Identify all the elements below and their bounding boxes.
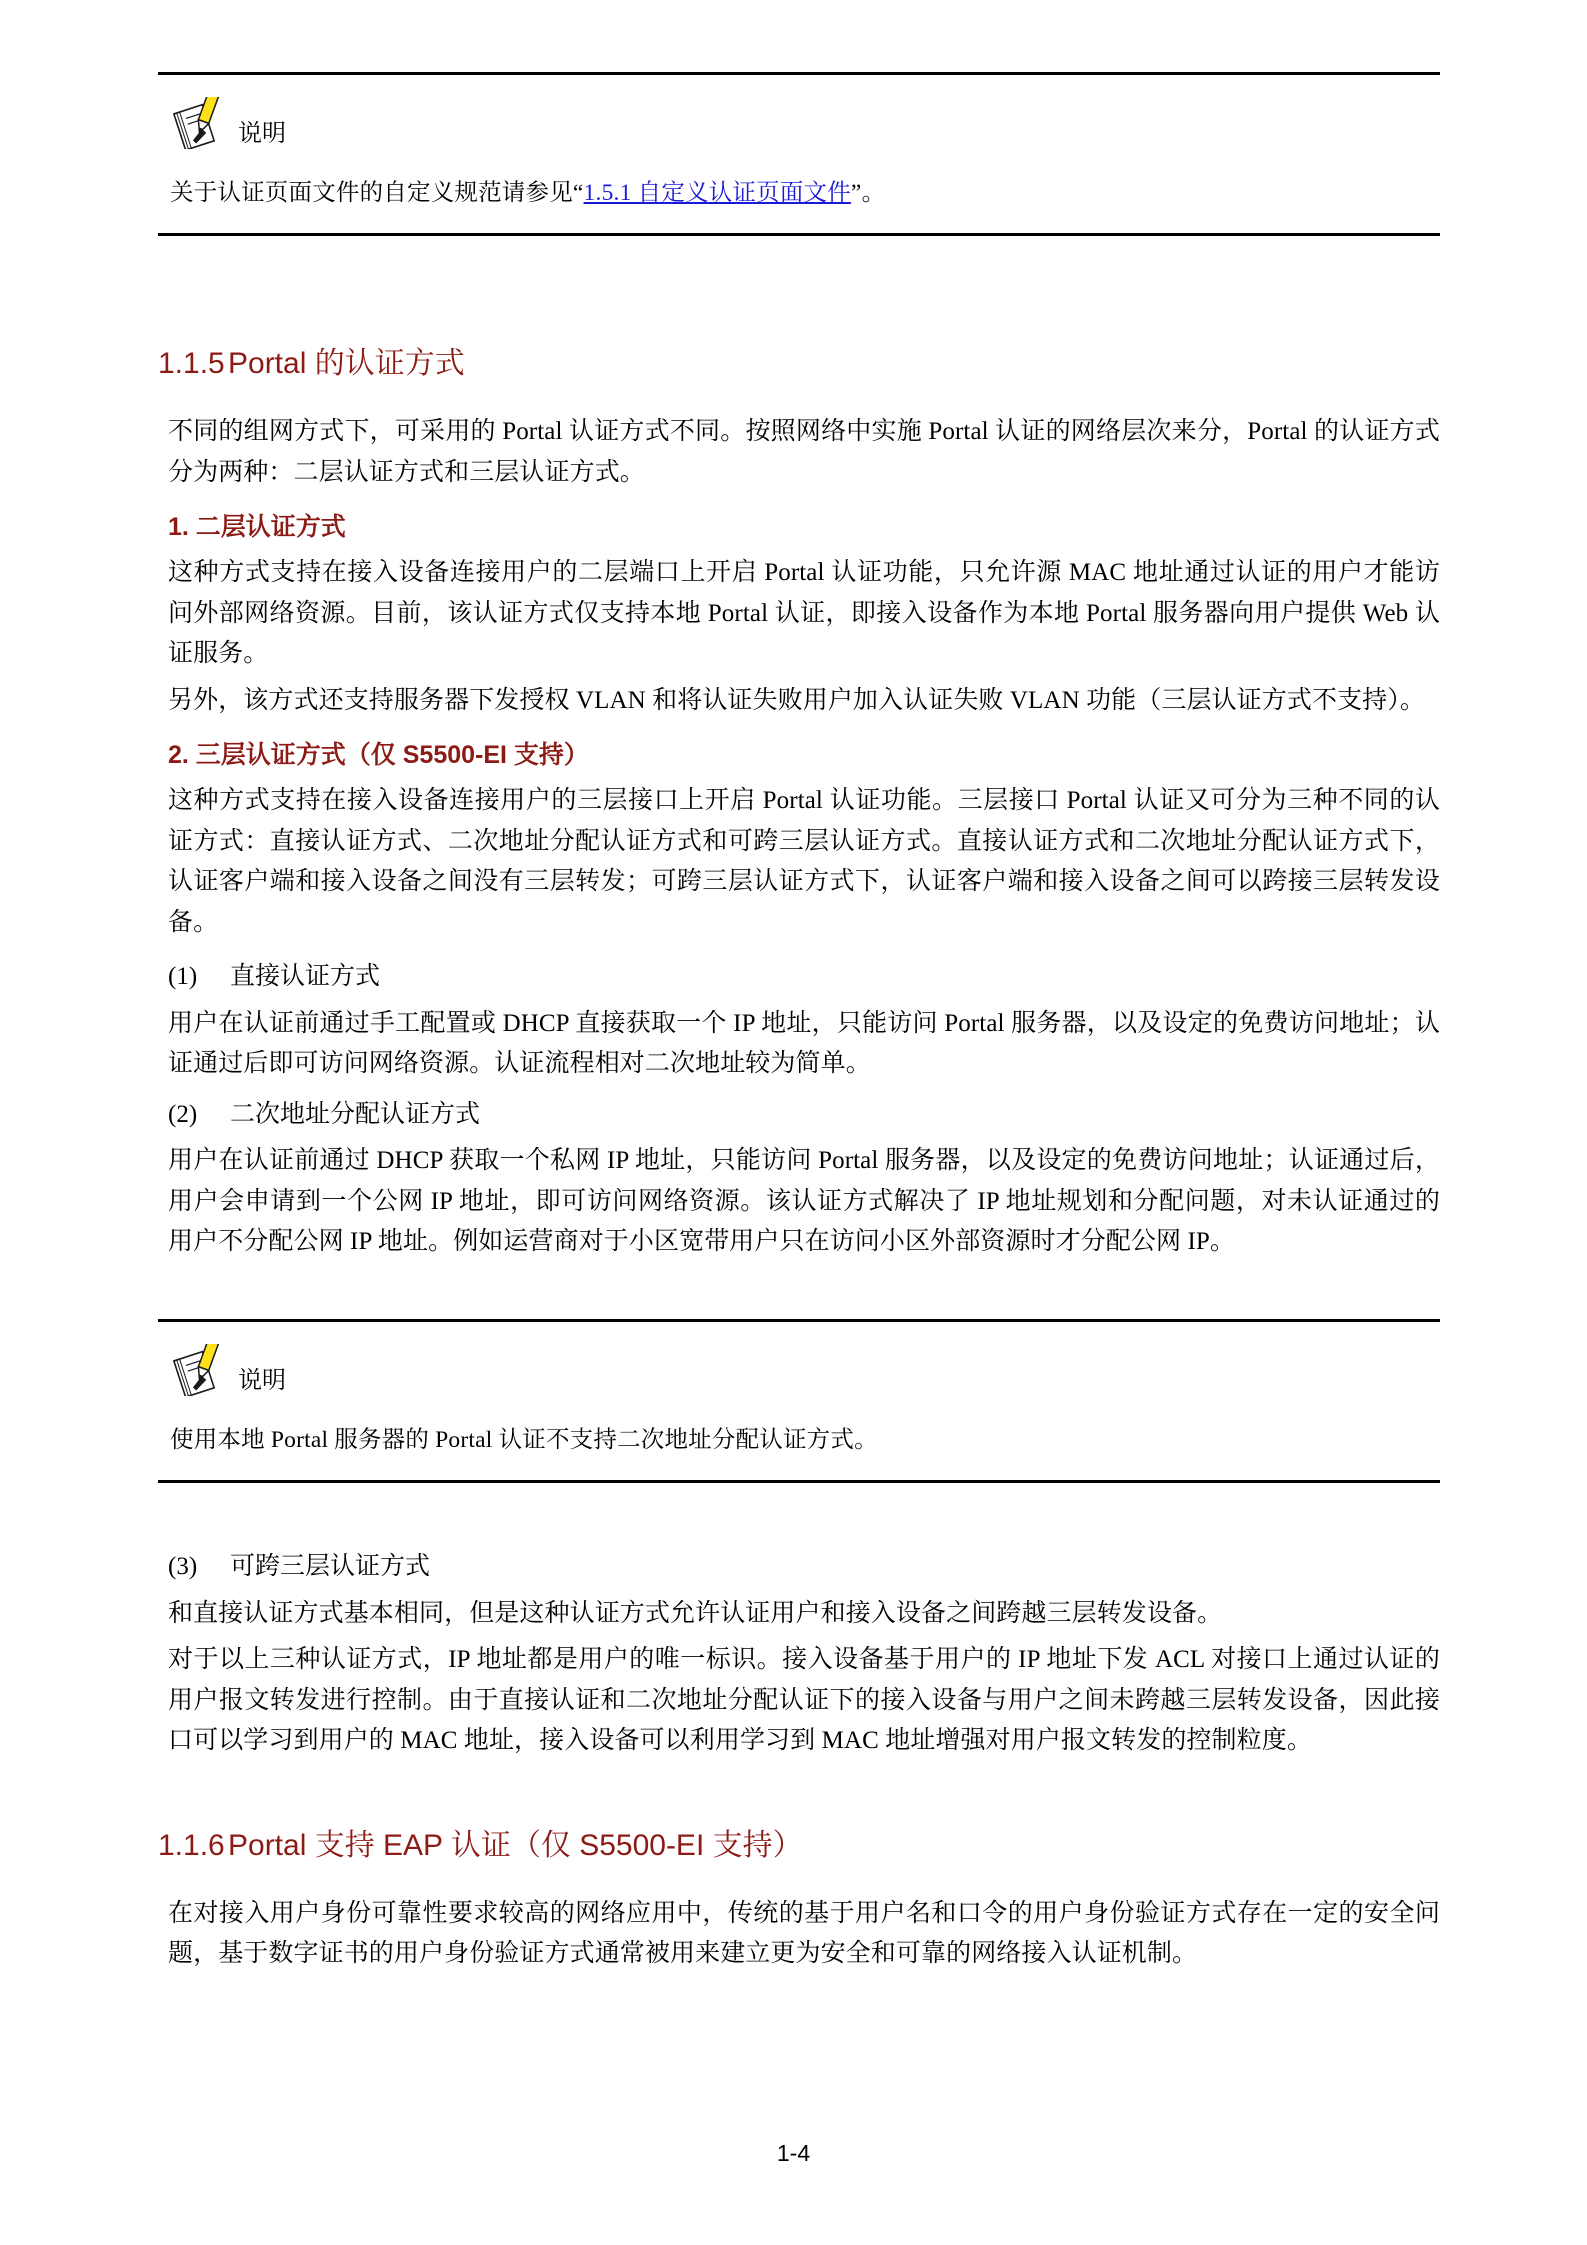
subheading-layer3: 2. 三层认证方式（仅 S5500-EI 支持）: [168, 741, 589, 770]
note-block-middle: [158, 1319, 1440, 1483]
spacer-after-mid-note: [158, 1483, 1440, 1547]
note-top-text-after: 。: [861, 180, 886, 206]
page-footer: [0, 2140, 1587, 2167]
spacer-before-mid-note: [158, 1263, 1440, 1319]
cross-reference-link[interactable]: 1.5.1 自定义认证页面文件: [583, 180, 851, 206]
note-top-quote-close: ”: [850, 180, 862, 206]
spacer-8: [158, 1085, 1440, 1095]
list-item-3-para: 和直接认证方式基本相同，但是这种认证方式允许认证用户和接入设备之间跨越三层转发设备。: [168, 1599, 1223, 1627]
note-top-header: [158, 75, 1440, 149]
list-item-2: [168, 1095, 1440, 1136]
spacer-5: [158, 771, 1440, 781]
note-mid-title: 说明: [238, 1366, 286, 1394]
note-top-text-before: 关于认证页面文件的自定义规范请参见: [170, 180, 573, 206]
note-mid-header: [158, 1322, 1440, 1396]
spacer-6: [158, 943, 1440, 957]
section-1-1-6-para: 在对接入用户身份可靠性要求较高的网络应用中，传统的基于用户名和口令的用户身份验证方式存在一定的安全问题，基于数字证书的用户身份验证方式通常被用来建立更为安全和可靠的网络接入认证机制。: [168, 1899, 1440, 1968]
list-item-1-para: 用户在认证前通过手工配置或 DHCP 直接获取一个 IP 地址，只能访问 Portal 服务器，以及设定的免费访问地址；认证通过后即可访问网络资源。认证流程相对二次地址较为简单。: [168, 1009, 1440, 1078]
section-1-1-5-intro: 不同的组网方式下，可采用的 Portal 认证方式不同。按照网络中实施 Portal 认证的网络层次来分，Portal 的认证方式分为两种：二层认证方式和三层认证方式。: [168, 418, 1440, 486]
spacer-after-h2: [158, 382, 1440, 412]
note-top-quote-open: “: [572, 180, 584, 206]
list-item-2-para: 用户在认证前通过 DHCP 获取一个私网 IP 地址，只能访问 Portal 服务器，以及设定的免费访问地址；认证通过后，用户会申请到一个公网 IP 地址，即可访问网络资源。该认证方式解决了 IP 地址规划和分配问题，对未认证通过的用户不分配公网 IP 地址。例如运营商对于小区宽带用户只在访问小区外部资源时才分配公网 IP。: [168, 1147, 1440, 1256]
layer3-closing-para: 对于以上三种认证方式，IP 地址都是用户的唯一标识。接入设备基于用户的 IP 地址下发 ACL 对接口上通过认证的用户报文转发进行控制。由于直接认证和二次地址分配认证下的接入设备与用户之间未跨越三层转发设备，因此接口可以学习到用户的 MAC 地址，接入设备可以利用学习到 MAC 地址增强对用户报文转发的控制粒度。: [168, 1646, 1440, 1755]
note-pencil-icon: [170, 97, 232, 149]
heading-1-1-5-number: 1.1.5: [158, 347, 225, 381]
spacer-after-top-note: [158, 236, 1440, 308]
heading-1-1-6-title: Portal 支持 EAP 认证（仅 S5500-EI 支持）: [228, 1828, 803, 1862]
note-top-title: 说明: [238, 120, 286, 147]
page-content: [158, 0, 1440, 1975]
list-item-2-marker: (2): [168, 1100, 198, 1128]
note-top-body: [158, 149, 1440, 233]
heading-1-1-5: [158, 338, 1440, 382]
spacer-before-1-1-6: [158, 1762, 1440, 1802]
list-item-3-title: 可跨三层认证方式: [230, 1553, 431, 1581]
note-mid-body: 使用本地 Portal 服务器的 Portal 认证不支持二次地址分配认证方式。: [170, 1426, 878, 1453]
spacer-before-1-1-6-b: [158, 1802, 1440, 1820]
heading-1-1-6-number: 1.1.6: [158, 1828, 225, 1862]
spacer-1: [158, 493, 1440, 507]
spacer-2: [158, 543, 1440, 553]
top-spacer: [158, 0, 1440, 72]
note-block-top: [158, 72, 1440, 236]
layer2-para-1: 这种方式支持在接入设备连接用户的二层端口上开启 Portal 认证功能，只允许源 MAC 地址通过认证的用户才能访问外部网络资源。目前，该认证方式仅支持本地 Portal 认证，即接入设备作为本地 Portal 服务器向用户提供 Web 认证服务。: [168, 559, 1440, 668]
layer3-para-1: 这种方式支持在接入设备连接用户的三层接口上开启 Portal 认证功能。三层接口 Portal 认证又可分为三种不同的认证方式：直接认证方式、二次地址分配认证方式和可跨三层认证方式。直接认证方式和二次地址分配认证方式下，认证客户端和接入设备之间没有三层转发；可跨三层认证方式下，认证客户端和接入设备之间可以跨接三层转发设备。: [168, 787, 1440, 936]
subheading-layer2: 1. 二层认证方式: [168, 513, 346, 542]
list-item-1-title: 直接认证方式: [230, 963, 381, 991]
heading-1-1-6: [158, 1820, 1440, 1864]
note-pencil-icon: [170, 1344, 232, 1396]
page-number: 1-4: [776, 2140, 811, 2166]
layer2-para-2: 另外，该方式还支持服务器下发授权 VLAN 和将认证失败用户加入认证失败 VLAN 功能（三层认证方式不支持）。: [168, 686, 1425, 714]
list-item-3: [168, 1547, 1440, 1588]
heading-1-1-5-title: Portal 的认证方式: [228, 347, 465, 381]
list-item-2-title: 二次地址分配认证方式: [230, 1100, 481, 1128]
spacer-before-h2: [158, 308, 1440, 338]
list-item-3-marker: (3): [168, 1553, 198, 1581]
list-item-1-marker: (1): [168, 963, 198, 991]
spacer-4: [158, 721, 1440, 735]
list-item-1: [168, 957, 1440, 998]
spacer-after-1-1-6-heading: [158, 1864, 1440, 1894]
